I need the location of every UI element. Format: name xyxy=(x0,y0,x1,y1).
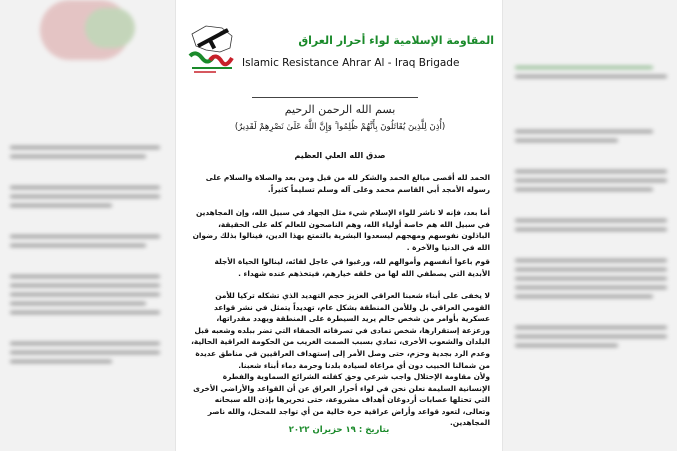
rifle-map-logo-icon xyxy=(186,22,238,76)
quran-verse: (أُذِنَ لِلَّذِينَ يُقَاتَلُونَ بِأَنَّهُمْ ظُلِمُوا ۚ وَإِنَّ اللَّهَ عَلَىٰ نَصْرِهِمْ لَقَدِيرٌ) xyxy=(234,122,446,132)
paragraph-declaration: ولأن مقاومة الإحتلال واجب شرعي وحق كفلته الشرائع السماوية والفطرة الإنسانية السليمة نعلن نحن في لواء أحرار العراق عن أن القواعد والأراضي الأخرى التي تحتلها عصابات أردوغان أهداف مشروعة، حتى تحريرها بإذن الله سبحانه وتعالى، لتعود قواعد وأراض عراقية حرة خالية من أي تواجد للمحتل، والله ناصر المجاهدين. xyxy=(193,372,490,428)
closing-phrase: صدق الله العلي العظيم xyxy=(294,151,386,160)
statement-document xyxy=(175,0,503,451)
blurred-background-right xyxy=(505,0,677,451)
paragraph-praise: الحمد لله أقصى مبالغ الحمد والشكر لله من قبل ومن بعد والصلاة والسلام على رسوله الأمجد أبي القاسم محمد وعلى آله وسلم تسليماً كثيراً. xyxy=(205,173,490,194)
paragraph-martyrs: قوم باعوا أنفسهم وأموالهم لله، ورغبوا في عاجل لقائه، لينالوا الحياة الأجلة الأبدية التي يصطفي الله لها من خلقه خيارهم، فيتخذهم عنده شهداء . xyxy=(214,257,490,278)
header-english-title: Islamic Resistance Ahrar Al - Iraq Brigade xyxy=(242,57,460,69)
header-arabic-title: المقاومة الإسلامية لواء أحرار العراق xyxy=(298,34,494,47)
blurred-background-left xyxy=(0,0,170,451)
paragraph-jihad: أما بعد، فإنه لا ناشر للواء الإسلام شيء مثل الجهاد في سبيل الله، وإن المجاهدين في سبيل الله هم خاصة أولياء الله، وهم الناصحون للعالم كله على الحقيقة، الباذلون نفوسهم ومهجهم ليسعدوا البشرية بالتمتع بهذا الدين، فينالوا بذلك رضوان الله في الدنيا والآخرة . xyxy=(192,208,490,252)
statement-date: بتاريخ : ١٩ حزيران ٢٠٢٢ xyxy=(288,425,390,435)
header-divider xyxy=(252,97,418,98)
paragraph-turkey-threat: لا يخفى على أبناء شعبنا العراقي العزيز حجم التهديد الذي تشكله تركيا للأمن القومي العراقي بل وللأمن المنطقة بشكل عام، تهديداً يتمثل في نشر قواعد عسكرية بأوامر من شخص حالم يريد السيطرة على المنطقة ويهدد مقدراتها، وزعزعة إستقرارها، شخص تمادى في تصرفاته الحمقاء التي تضر ببلده وشعبه قبل البلدان والشعوب الأخرى، تمادي بسبب الصمت الغريب من الحكومة العراقية الحالية، وعدم الرد بجدية وحزم، حتى وصل الأمر إلى إستهداف العراقيين في مناطق عديدة من شمالنا الحبيب دون أي مراعاة لسيادة بلدنا وحرمة دماء أبناء شعبنا. xyxy=(191,291,490,370)
basmala: بسم الله الرحمن الرحيم xyxy=(284,103,396,116)
